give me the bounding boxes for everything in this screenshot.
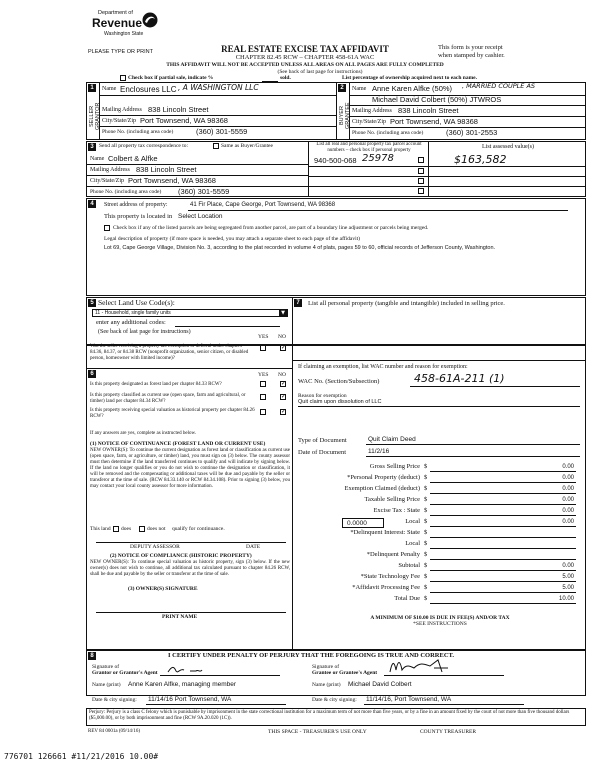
corr-mail-label: Mailing Address — [90, 167, 130, 173]
receipt-note1: This form is your receipt — [438, 44, 503, 51]
treasurer-use-only: THIS SPACE - TREASURER'S USE ONLY — [268, 729, 367, 735]
land-qualify-label: qualify for continuance. — [172, 526, 225, 532]
grantee-sig-label2: Grantee or Grantee's Agent — [312, 670, 378, 676]
lower-divider — [292, 345, 293, 650]
taxable-selling-price-line — [430, 504, 576, 505]
forest-q2: Is this property classified as current use (open space, farm and agricultural, or timber) land per chapter 84.34 RCW? — [90, 393, 246, 404]
seller-side-label: SELLER GRANTOR — [89, 102, 101, 130]
parcel-row-3 — [308, 186, 428, 187]
excise-tax-local-dollar: $ — [424, 518, 428, 525]
land-does-label: does — [121, 526, 132, 532]
certification-statement: I CERTIFY UNDER PENALTY OF PERJURY THAT THE FOREGOING IS TRUE AND CORRECT. — [168, 652, 455, 659]
total-due-value[interactable]: 10.00 — [558, 596, 574, 602]
section-6-number: 6 — [88, 370, 96, 378]
state-technology-fee-label: *State Technology Fee — [360, 573, 420, 580]
reason-label: Reason for exemption — [298, 393, 347, 399]
forest-q1-yes[interactable] — [260, 381, 266, 387]
grantor-sig-label1: Signature of — [92, 664, 120, 670]
parcel-4-personal-checkbox[interactable] — [418, 188, 424, 194]
wac-line — [410, 386, 580, 387]
delinquent-interest-local-dollar: $ — [424, 540, 428, 547]
taxable-selling-price-label: Taxable Selling Price — [364, 496, 420, 503]
land-does-not-checkbox[interactable] — [139, 526, 145, 532]
personal-property-dollar: $ — [424, 474, 428, 481]
total-due-line — [430, 603, 576, 604]
section-1-number: 1 — [88, 84, 96, 92]
print-name-line — [96, 612, 286, 613]
gross-selling-price-line — [430, 471, 576, 472]
section-6-top — [86, 368, 292, 369]
compliance-text: NEW OWNER(S): To continue special valuation as historic property, sign (3) below. If the new owner(s) does not wish to continue, all additional tax calculated pursuant to chapter 84.26 RCW, shall be due and payable by the seller or transferor at the time of sale. — [90, 560, 290, 577]
grantee-date-city: 11/14/16, Port Townsend, WA — [366, 696, 452, 703]
county-treasurer: COUNTY TREASURER — [420, 729, 477, 735]
forest-q1: Is this property designated as forest land per chapter 84.33 RCW? — [90, 382, 222, 387]
parcel-1-handwritten: 25978 — [362, 153, 394, 164]
land-use-no-header: NO — [278, 334, 286, 340]
exemption-top — [292, 360, 586, 361]
perjury-text: Perjury: Perjury is a class C felony which is punishable by imprisonment in the state correctional institution for a maximum term of not more than five years, or by a fine in an amount fixed by the court of not more than five thousand dollars ($5,000.00), or by both imprisonment and fine (RCW 9A.20.020 (1C)). — [89, 710, 570, 721]
gross-selling-price-value[interactable]: 0.00 — [562, 464, 574, 470]
delinquent-interest-state-label: *Delinquent Interest: State — [350, 529, 420, 536]
segregated-checkbox[interactable] — [104, 225, 110, 231]
land-does-not-label: does not — [147, 526, 166, 532]
land-use-selected: 11 - Household, single family units — [95, 310, 171, 316]
parcel-3-personal-checkbox[interactable] — [418, 178, 424, 184]
grantee-name-label: Name (print) — [312, 682, 341, 688]
located-label: This property is located in — [104, 213, 173, 220]
delinquent-penalty-label: *Delinquent Penalty — [366, 551, 420, 558]
wac-handwritten: 458-61A-211 (1) — [414, 372, 505, 385]
exemption-label: If claiming an exemption, list WAC number and reason for exemption: — [298, 364, 468, 370]
ownership-label: List percentage of ownership acquired next to each name. — [342, 75, 477, 81]
state-technology-fee-value[interactable]: 5.00 — [562, 574, 574, 580]
subtotal-value[interactable]: 0.00 — [562, 563, 574, 569]
corr-name: Colbert & Alfke — [108, 154, 158, 163]
land-use-q1-no[interactable]: ✓ — [281, 345, 287, 351]
personal-property-value[interactable]: 0.00 — [562, 475, 574, 481]
assessed-row-1 — [428, 166, 586, 167]
land-does-checkbox[interactable] — [113, 526, 119, 532]
buyer-side-divider — [349, 82, 350, 140]
exemption-claimed-dollar: $ — [424, 485, 428, 492]
grantee-date-label: Date & city signing: — [312, 697, 357, 703]
personal-property-label: List all personal property (tangible and intangible) included in selling price. — [308, 300, 505, 307]
section-2-number: 2 — [338, 84, 346, 92]
treasurer-stamp: 776701 126661 #11/21/2016 10.00# — [4, 752, 159, 761]
seller-mail-label: Mailing Address — [102, 107, 142, 113]
corr-city-label: City/State/Zip — [90, 178, 124, 184]
street-label: Street address of property: — [104, 202, 168, 208]
see-instructions: *SEE INSTRUCTIONS — [413, 621, 467, 627]
buyer-mail: 838 Lincoln Street — [398, 106, 459, 115]
seller-name-line — [100, 95, 336, 96]
land-use-divider — [292, 297, 293, 345]
form-chapter: CHAPTER 82.45 RCW – CHAPTER 458-61A WAC — [235, 54, 375, 61]
section-7-number: 7 — [294, 299, 302, 307]
additional-codes-input[interactable] — [175, 319, 280, 327]
delinquent-interest-local-label: Local — [405, 540, 420, 547]
form-title: REAL ESTATE EXCISE TAX AFFIDAVIT — [221, 44, 389, 54]
street-address: 41 Fir Place, Cape George, Port Townsend, WA 98368 — [190, 202, 336, 208]
buyer-name1: Anne Karen Alfke (50%) — [372, 84, 453, 93]
total-due-label: Total Due — [394, 595, 420, 602]
grantor-name-label: Name (print) — [92, 682, 121, 688]
buyer-phone: (360) 301-2553 — [446, 128, 498, 137]
buyer-city: Port Townsend, WA 98368 — [390, 117, 478, 126]
state-technology-fee-dollar: $ — [424, 573, 428, 580]
section-8-number: 8 — [88, 652, 96, 660]
located-select[interactable]: Select Location — [178, 213, 223, 220]
dor-logo — [90, 9, 165, 41]
delinquent-interest-state-dollar: $ — [424, 529, 428, 536]
grantor-signature — [164, 662, 234, 676]
grantee-date-line — [364, 704, 524, 705]
form-number: REV 84 0001a (09/14/16) — [88, 729, 140, 734]
doc-type-label: Type of Document — [298, 437, 347, 444]
seller-mail: 838 Lincoln Street — [148, 105, 209, 114]
personal-property-label: *Personal Property (deduct) — [347, 474, 420, 481]
form-see-back: (See back of last page for instructions) — [277, 69, 363, 75]
forest-if-yes: If any answers are yes, complete as instructed below. — [90, 431, 197, 436]
deputy-date-label: DATE — [246, 544, 261, 550]
street-line — [188, 210, 568, 211]
subtotal-dollar: $ — [424, 562, 428, 569]
forest-q3-yes[interactable] — [260, 409, 266, 415]
print-name-label: PRINT NAME — [162, 614, 198, 620]
dor-dept-line3: Washington State — [104, 31, 144, 37]
corr-phone: (360) 301-5559 — [178, 187, 230, 196]
land-use-q1-yes[interactable] — [260, 345, 266, 351]
land-use-see-back: (See back of last page for instructions) — [98, 329, 191, 335]
buyer-mail-label: Mailing Address — [352, 108, 392, 114]
parcel-header1: List all real and personal property tax parcel account — [316, 142, 422, 147]
continuance-title: (1) NOTICE OF CONTINUANCE (FOREST LAND OR CURRENT USE) — [90, 441, 266, 447]
reason-line — [298, 406, 580, 407]
legal-description: Lot 69, Cape George Village, Division No. 3, according to the plat recorded in volume 4 of plats, pages 59 to 60, official records of Jefferson County, Washington. — [104, 245, 496, 251]
delinquent-penalty-line — [430, 559, 576, 560]
forest-q2-yes[interactable] — [260, 394, 266, 400]
corr-phone-label: Phone No. (including area code) — [90, 189, 162, 195]
taxable-selling-price-value[interactable]: 0.00 — [562, 497, 574, 503]
segregated-label: Check box if any of the listed parcels are being segregated from another parcel, are part of a boundary line adjustment or parcels being merged. — [113, 225, 429, 231]
grantor-date-label: Date & city signing: — [92, 697, 137, 703]
parcel-row-1 — [308, 166, 428, 167]
excise-tax-local-label: Local — [405, 518, 420, 525]
corr-city: Port Townsend, WA 98368 — [128, 176, 216, 185]
excise-tax-local-value[interactable]: 0.00 — [562, 519, 574, 525]
additional-codes-label: enter any additional codes: — [96, 319, 166, 326]
buyer-city-label: City/State/Zip — [352, 119, 386, 125]
corr-mail: 838 Lincoln Street — [136, 165, 197, 174]
assessed-row-2 — [428, 176, 586, 177]
wac-label: WAC No. (Section/Subsection) — [298, 378, 380, 385]
taxable-selling-price-dollar: $ — [424, 496, 428, 503]
dor-swoosh-icon — [142, 12, 158, 28]
delinquent-penalty-dollar: $ — [424, 551, 428, 558]
land-continuance-label: This land — [90, 526, 111, 532]
forest-q1-no[interactable]: ✓ — [281, 381, 287, 387]
grantor-date-line — [146, 704, 286, 705]
buyer-name1-handwritten: , MARRIED COUPLE AS — [462, 82, 536, 90]
same-as-buyer-label: Same as Buyer/Grantee — [221, 143, 273, 149]
parcel-divider — [428, 141, 429, 197]
receipt-note2: when stamped by cashier. — [438, 52, 505, 59]
state-technology-fee-line — [430, 581, 576, 582]
seller-name: Enclosures LLC — [120, 85, 177, 94]
parcel-row-2 — [308, 176, 428, 177]
same-as-buyer-checkbox[interactable] — [213, 143, 219, 149]
local-rate-box[interactable] — [342, 518, 384, 528]
parcel-1-personal-checkbox[interactable] — [418, 157, 424, 163]
seller-city-label: City/State/Zip — [102, 118, 136, 124]
excise-tax-state-label: Excise Tax : State — [373, 507, 420, 514]
exemption-claimed-label: Exemption Claimed (deduct) — [344, 485, 420, 492]
excise-tax-state-dollar: $ — [424, 507, 428, 514]
seller-phone-label: Phone No. (including area code) — [102, 129, 174, 135]
doc-date-line — [366, 456, 580, 457]
parcel-header2: numbers – check box if personal property — [327, 148, 411, 153]
delinquent-interest-state-line — [430, 537, 576, 538]
section-3-number: 3 — [88, 143, 96, 151]
dor-dept-line1: Department of — [98, 10, 133, 16]
doc-type-value: Quit Claim Deed — [368, 436, 416, 443]
excise-tax-state-value[interactable]: 0.00 — [562, 508, 574, 514]
forest-q3-no[interactable]: ✓ — [281, 409, 287, 415]
forest-yes-header: YES — [258, 372, 269, 378]
corr-name-label: Name — [90, 156, 105, 162]
buyer-side-label: BUYER GRANTEE — [339, 102, 351, 130]
please-type: PLEASE TYPE OR PRINT — [88, 49, 154, 55]
partial-sale-label: Check box if partial sale, indicate % — [128, 75, 214, 81]
doc-type-line — [366, 444, 580, 445]
forest-no-header: NO — [278, 372, 286, 378]
gross-selling-price-dollar: $ — [424, 463, 428, 470]
affidavit-processing-fee-dollar: $ — [424, 584, 428, 591]
partial-sale-sold: sold. — [280, 75, 291, 81]
delinquent-interest-local-line — [430, 548, 576, 549]
land-use-q1: Was the seller receiving a property tax exemption or deferral under chapters 84.36, 84.37, or 84.38 RCW (nonprofit organization, senior citizen, or disabled person, homeowner with limited income)? — [90, 344, 249, 361]
seller-name-handwritten: , A WASHINGTON LLC — [178, 83, 259, 92]
doc-date-label: Date of Document — [298, 449, 347, 456]
seller-side-divider — [99, 82, 100, 140]
doc-date-value: 11/2/16 — [368, 448, 390, 455]
grantee-sig-line — [384, 675, 504, 676]
assessed-label: List assessed value(s) — [482, 144, 534, 150]
legal-label: Legal description of property (if more space is needed, you may attach a separate sheet to each page of the affidavit) — [104, 236, 360, 242]
land-use-dropdown[interactable] — [92, 309, 288, 317]
seller-city: Port Townsend, WA 98368 — [140, 116, 228, 125]
parcel-2-personal-checkbox[interactable] — [418, 168, 424, 174]
local-rate-value: 0.0000 — [347, 520, 367, 527]
exemption-claimed-line — [430, 493, 576, 494]
subtotal-label: Subtotal — [398, 562, 420, 569]
form-warning: THIS AFFIDAVIT WILL NOT BE ACCEPTED UNLESS ALL AREAS ON ALL PAGES ARE FULLY COMPLETED — [166, 62, 444, 68]
buyer-name-label: Name — [352, 86, 367, 92]
land-use-label: Select Land Use Code(s): — [98, 298, 175, 307]
forest-q3: Is this property receiving special valuation as historical property per chapter 84.26 RCW? — [90, 408, 255, 419]
grantee-name: Michael David Colbert — [348, 681, 412, 688]
buyer-name2-line — [350, 105, 586, 106]
grantee-signature — [386, 656, 466, 676]
personal-property-line — [430, 482, 576, 483]
affidavit-processing-fee-value[interactable]: 5.00 — [562, 585, 574, 591]
seller-phone: (360) 301-5559 — [196, 127, 248, 136]
deputy-line — [96, 542, 286, 543]
gross-selling-price-label: Gross Selling Price — [369, 463, 420, 470]
parties-divider — [336, 82, 337, 140]
compliance-title: (2) NOTICE OF COMPLIANCE (HISTORIC PROPERTY) — [110, 553, 252, 559]
continuance-text: NEW OWNER(S): To continue the current designation as forest land or classification as current use (open space, farm, or agriculture, or timber) land, you must sign on (3) below. The county assessor must then determine if the land transferred continues to qualify and will indicate by signing below. If the land no longer qualifies or you do not wish to continue the designation or classification, it will be removed and the compensating or additional taxes will be due and payable by the seller or transferor at the time of sale. (RCW 84.33.140 or RCW 84.34.108). Prior to signing (3) below, you may contact your local county assessor for more information. — [90, 448, 290, 489]
buyer-phone-label: Phone No. (including area code) — [352, 130, 424, 136]
grantor-date-city: 11/14/16 Port Townsend, WA — [148, 696, 232, 703]
affidavit-processing-fee-label: *Affidavit Processing Fee — [352, 584, 420, 591]
parcel-1-number: 940-500-068 — [314, 156, 357, 165]
forest-q2-no[interactable]: ✓ — [281, 394, 287, 400]
chevron-down-icon[interactable]: ▼ — [279, 310, 287, 316]
dor-dept-line2: Revenue — [92, 16, 143, 30]
excise-tax-state-line — [430, 515, 576, 516]
excise-tax-local-line — [430, 526, 576, 527]
owner-signature-label: (3) OWNER(S) SIGNATURE — [128, 586, 198, 592]
buyer-name2: Michael David Colbert (50%) JTWROS — [372, 95, 502, 104]
partial-sale-checkbox[interactable] — [120, 75, 126, 81]
total-due-dollar: $ — [424, 595, 428, 602]
correspondence-label: Send all property tax correspondence to: — [99, 143, 189, 149]
grantor-name: Anne Karen Alfke, managing member — [128, 681, 237, 688]
land-use-yes-header: YES — [258, 334, 269, 340]
corr-name-line — [86, 164, 308, 165]
section-5-number: 5 — [88, 299, 96, 307]
section-4-number: 4 — [88, 200, 96, 208]
grantor-sig-label2: Grantor or Grantor's Agent — [92, 670, 158, 676]
affidavit-processing-fee-line — [430, 592, 576, 593]
grantor-sig-line — [160, 675, 280, 676]
minimum-due: A MINIMUM OF $10.00 IS DUE IN FEE(S) AND/OR TAX — [370, 615, 510, 621]
grantee-sig-label1: Signature of — [312, 664, 340, 670]
exemption-claimed-value[interactable]: 0.00 — [562, 486, 574, 492]
reason-value: Quit claim upon dissolution of LLC — [298, 399, 382, 405]
deputy-assessor-label: DEPUTY ASSESSOR — [130, 544, 180, 550]
assessed-row-3 — [428, 186, 586, 187]
subtotal-line — [430, 570, 576, 571]
correspondence-divider — [308, 141, 309, 197]
assessed-value-handwritten: $163,582 — [454, 153, 507, 166]
seller-name-label: Name — [102, 86, 117, 92]
